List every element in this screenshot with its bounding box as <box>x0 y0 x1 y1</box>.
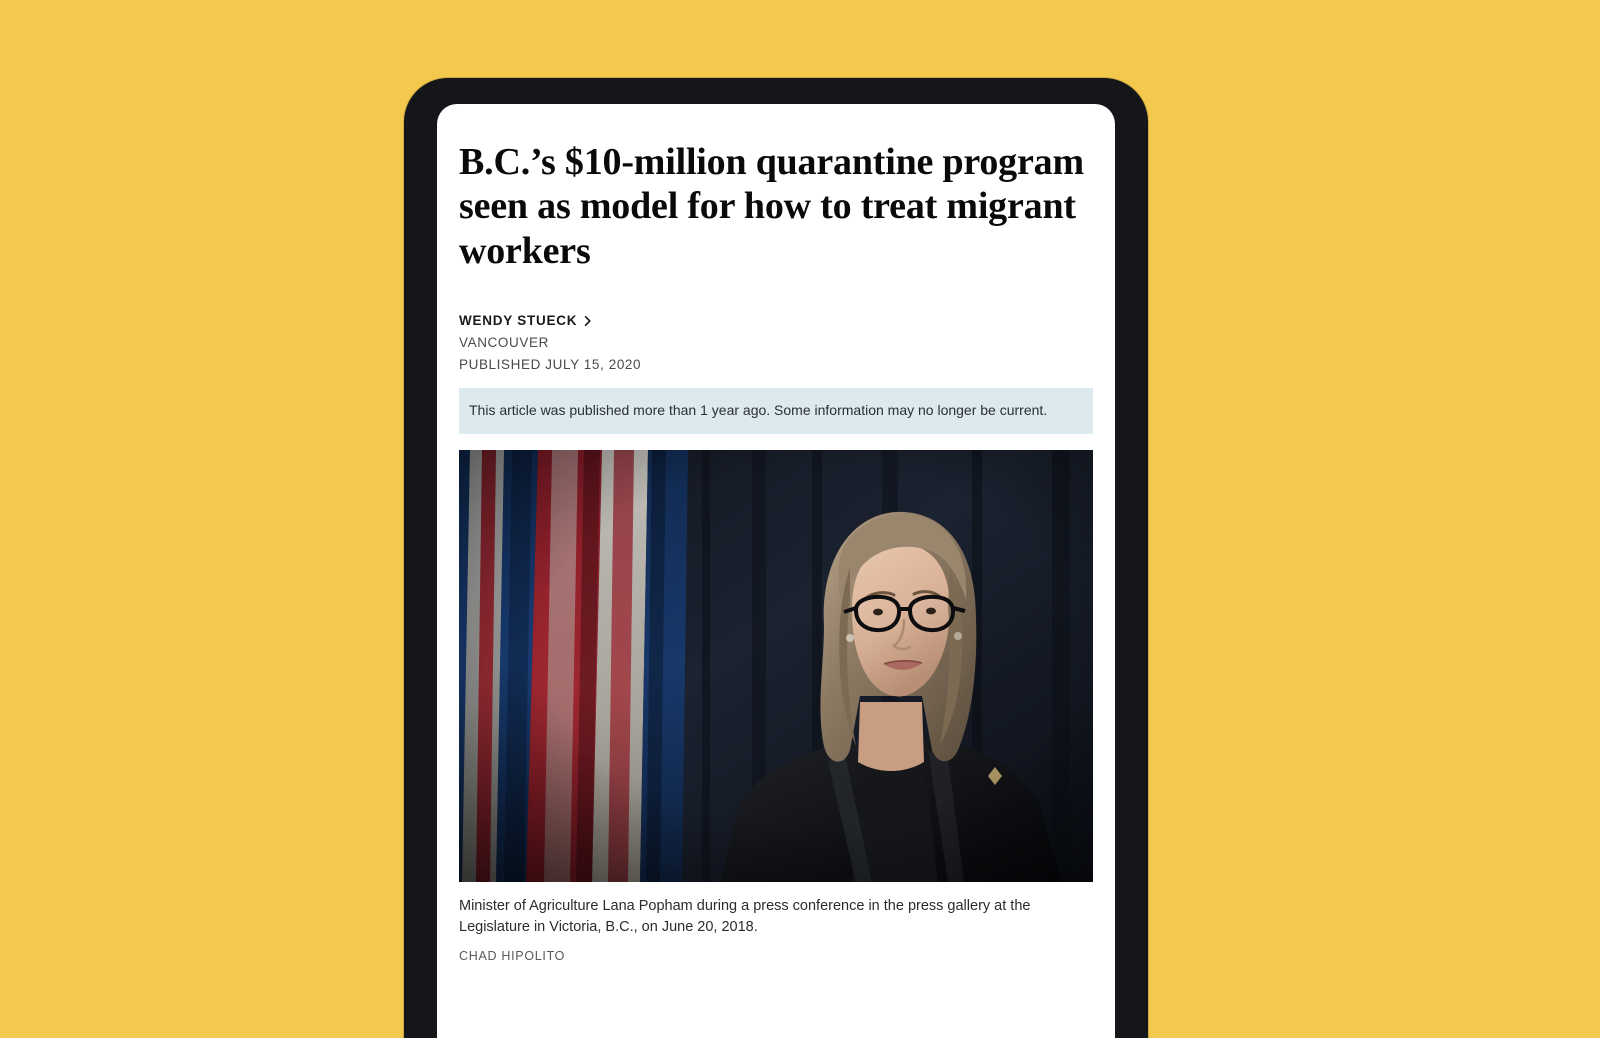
byline-location: VANCOUVER <box>459 335 549 351</box>
byline-block <box>459 313 1093 372</box>
device-screen <box>437 104 1115 1038</box>
author-link[interactable] <box>459 313 1093 328</box>
page-title: B.C.’s $10-million quarantine program seen as model for how to treat migrant workers <box>459 141 1084 272</box>
stale-article-notice: This article was published more than 1 year ago. Some information may no longer be current. <box>459 388 1093 434</box>
photo-caption: Minister of Agriculture Lana Popham during a press conference in the press gallery at the Legislature in Victoria, B.C., on June 20, 2018. <box>459 898 1031 936</box>
tablet-device-frame <box>404 78 1148 1038</box>
photo-credit: CHAD HIPOLITO <box>459 949 566 964</box>
byline-published-date: PUBLISHED JULY 15, 2020 <box>459 357 642 373</box>
press-conference-photo <box>459 450 1093 882</box>
chevron-right-icon <box>583 316 593 326</box>
author-name: WENDY STUECK <box>459 313 578 329</box>
article-container <box>437 104 1115 963</box>
